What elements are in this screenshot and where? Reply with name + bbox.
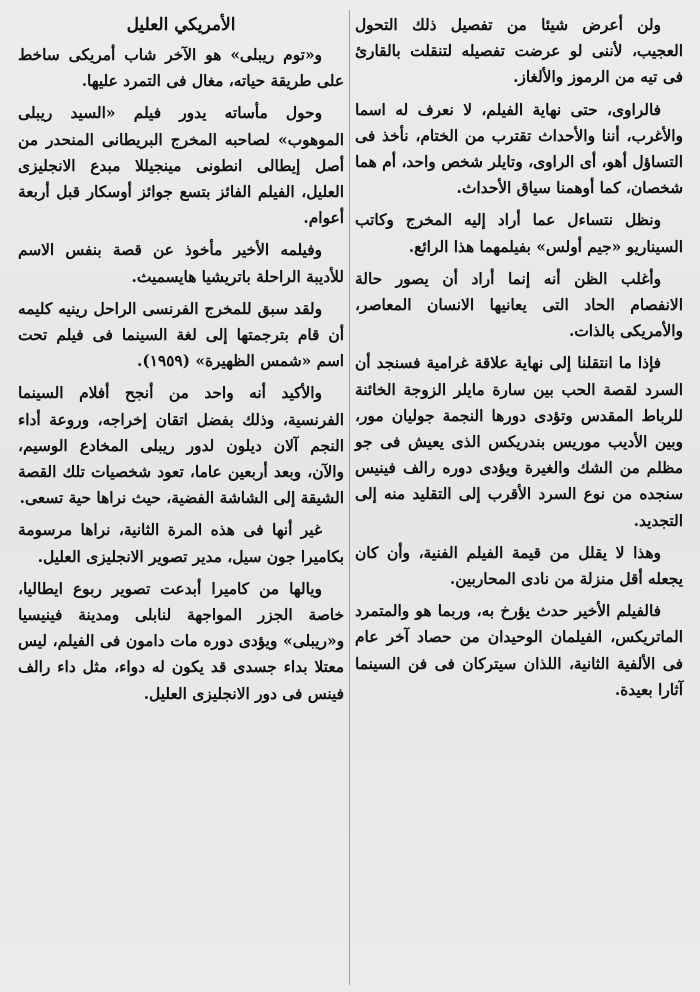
right-paragraph-7: فالفيلم الأخير حدث يؤرخ به، وربما هو والمتمرد الماتريكس، الفيلمان الوحيدان من حصاد آخر عام فى الألفية الثانية، اللذان سيتركان فى فن السينما آثارا بعيدة. — [355, 602, 683, 699]
left-column — [18, 12, 344, 713]
left-paragraph-1: و«توم ريبلى» هو الآخر شاب أمريكى ساخط على طريقة حياته، مغال فى التمرد عليها. — [18, 46, 344, 91]
right-paragraph-2: فالراوى، حتى نهاية الفيلم، لا نعرف له اسما والأغرب، أننا والأحداث تقترب من الختام، نأخذ فى التساؤل أهو، أى الراوى، وتايلر شخص واحد، أم هما شخصان، كما أوهمنا سياق الأحداث. — [355, 100, 683, 198]
left-paragraph-6: غير أنها فى هذه المرة الثانية، نراها مرسومة بكاميرا جون سيل، مدير تصوير الانجليزى العليل. — [18, 521, 344, 566]
left-paragraph-5: والأكيد أنه واحد من أنجح أفلام السينما الفرنسية، وذلك بفضل اتقان إخراجه، وروعة أداء النجم آلان ديلون لدور ريبلى المخادع الوسيم، والآن، وبعد أربعين عاما، تعود شخصيات تلك القصة الشيقة إلى الشاشة الفضية، حيث نراها حية تسعى. — [18, 384, 344, 508]
column-divider — [349, 10, 350, 985]
right-paragraph-6: وهذا لا يقلل من قيمة الفيلم الفنية، وأن كان يجعله أقل منزلة من نادى المحاربين. — [355, 543, 683, 589]
left-paragraph-4: ولقد سبق للمخرج الفرنسى الراحل رينيه كليمه أن قام بترجمتها إلى لغة السينما فى فيلم تحت اسم «شمس الظهيرة» (١٩٥٩). — [18, 299, 344, 371]
left-paragraph-7: ويالها من كاميرا أبدعت تصوير ربوع ايطاليا، خاصة الجزر المواجهة لنابلى ومدينة فينيسيا و«ريبلى» ويؤدى دوره مات دامون فى الفيلم، ليس معتلا بداء جسدى قد يكون له دواء، مثل داء رالف فينس فى دور الانجليزى العليل. — [18, 579, 344, 703]
section-title: الأمريكي العليل — [126, 15, 236, 35]
right-paragraph-1: ولن أعرض شيئا من تفصيل ذلك التحول العجيب، لأننى لو عرضت تفصيله لتنقلت بالقارئ فى تيه من الرموز والألغاز. — [355, 16, 683, 87]
right-paragraph-5: فإذا ما انتقلنا إلى نهاية علاقة غرامية فسنجد أن السرد لقصة الحب بين سارة مايلر الزوجة الخائنة للرباط المقدس وتؤدى دورها النجمة جوليان مور، وبين الأديب موريس بندريكس الذى يعيش فى جو مظلم من الشك والغيرة ويؤدى دوره رالف فينيس سنجده من نوع السرد الأقرب إلى التقليد منه إلى التجديد. — [355, 354, 683, 530]
left-paragraph-2: وحول مأساته يدور فيلم «السيد ريبلى الموهوب» لصاحبه المخرج البريطانى المنحدر من أصل إيطالى انطونى مينجيللا مبدع الانجليزى العليل، الفيلم الفائز بتسع جوائز أوسكار قبل أربعة أعوام. — [18, 104, 344, 228]
right-paragraph-4: وأغلب الظن أنه إنما أراد أن يصور حالة الانفصام الحاد التى يعانيها الانسان المعاصر، والأمريكى بالذات. — [355, 269, 683, 341]
right-paragraph-3: ونظل نتساءل عما أراد إليه المخرج وكاتب السيناريو «جيم أولس» بفيلمهما هذا الرائع. — [355, 211, 683, 256]
right-column — [355, 12, 683, 709]
left-paragraph-3: وفيلمه الأخير مأخوذ عن قصة بنفس الاسم للأديبة الراحلة باتريشيا هايسميث. — [18, 241, 344, 286]
